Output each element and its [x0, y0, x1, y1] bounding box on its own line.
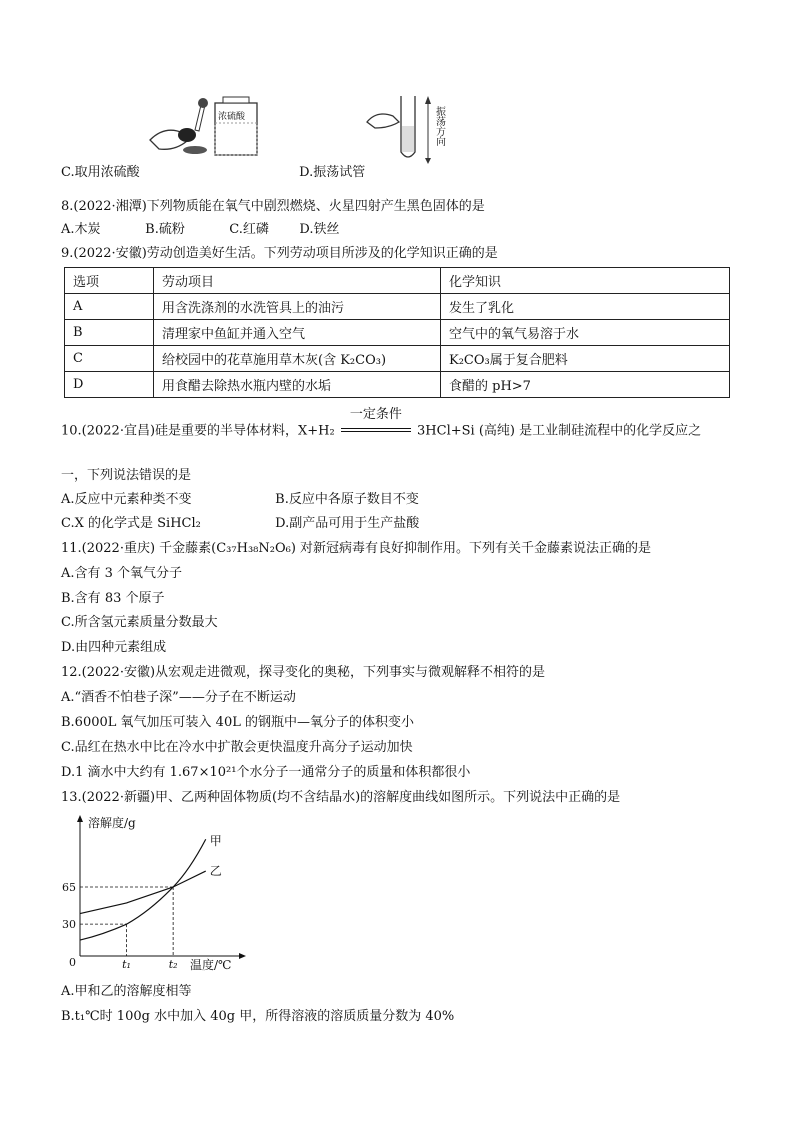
q8-option-b: B.硫粉 — [145, 222, 185, 237]
q9-stem: 9.(2022·安徽)劳动创造美好生活。下列劳动项目所涉及的化学知识正确的是 — [61, 246, 498, 261]
q10-stem-suffix: 3HCl+Si (高纯) 是工业制硅流程中的化学反应之 — [417, 423, 702, 439]
q13-option-b: B.t₁℃时 100g 水中加入 40g 甲，所得溶液的溶质质量分数为 40% — [61, 1009, 455, 1024]
shake-tube-illustration — [365, 92, 455, 166]
q10-stem-cont: 一，下列说法错误的是 — [61, 468, 192, 483]
table-cell: 用含洗涤剂的水洗管具上的油污 — [154, 294, 441, 320]
q7-options-row — [61, 164, 365, 182]
y-axis-label: 溶解度/g — [88, 816, 136, 830]
q10-options-row-2 — [61, 515, 419, 533]
reaction-arrow — [341, 407, 411, 440]
q12-option-b: B.6000L 氧气加压可装入 40L 的钢瓶中—氧分子的体积变小 — [61, 715, 414, 730]
table-cell: B — [65, 320, 154, 346]
table-row — [65, 372, 730, 398]
origin-label: 0 — [69, 956, 76, 969]
series-line-jia — [80, 839, 206, 940]
q8-option-c: C.红磷 — [229, 222, 269, 237]
table-header: 化学知识 — [441, 268, 730, 294]
y-tick-label: 30 — [62, 918, 76, 932]
q13-stem: 13.(2022·新疆)甲、乙两种固体物质(均不含结晶水)的溶解度曲线如图所示。下列说法中正确的是 — [61, 790, 621, 805]
q10-stem-prefix: 10.(2022·宜昌)硅是重要的半导体材料，X+H₂ — [61, 423, 335, 439]
series-label-jia: 甲 — [209, 834, 222, 849]
q12-option-a: A.“酒香不怕巷子深”——分子在不断运动 — [61, 690, 296, 705]
table-row — [65, 346, 730, 372]
q11-option-a: A.含有 3 个氧气分子 — [61, 566, 183, 581]
q10-stem — [61, 407, 702, 441]
table-cell: 用食醋去除热水瓶内壁的水垢 — [154, 372, 441, 398]
shake-direction-label: 振荡方向 — [433, 106, 445, 146]
table-cell: D — [65, 372, 154, 398]
q11-option-b: B.含有 83 个原子 — [61, 591, 165, 606]
q7-option-c: C.取用浓硫酸 — [61, 165, 140, 180]
q10-option-c: C.X 的化学式是 SiHCl₂ — [61, 516, 201, 531]
reaction-condition: 一定条件 — [349, 407, 402, 422]
q11-stem: 11.(2022·重庆) 千金藤素(C₃₇H₃₈N₂O₆) 对新冠病毒有良好抑制作用。下列有关千金藤素说法正确的是 — [61, 541, 652, 556]
solubility-chart — [58, 812, 258, 974]
q12-stem: 12.(2022·安徽)从宏观走进微观，探寻变化的奥秘，下列事实与微观解释不相符的是 — [61, 665, 546, 680]
table-row — [65, 294, 730, 320]
table-cell: A — [65, 294, 154, 320]
q7-option-d: D.振荡试管 — [299, 165, 366, 180]
table-cell: 清理家中鱼缸并通入空气 — [154, 320, 441, 346]
q11-option-c: C.所含氢元素质量分数最大 — [61, 615, 218, 630]
q10-option-d: D.副产品可用于生产盐酸 — [275, 516, 420, 531]
table-header: 劳动项目 — [154, 268, 441, 294]
q10-options-row-1 — [61, 491, 419, 509]
bottle-label: 浓硫酸 — [218, 112, 246, 122]
x-axis-label: 温度/℃ — [190, 958, 232, 972]
y-tick-label: 65 — [62, 881, 76, 894]
q8-options — [61, 221, 340, 239]
table-cell: 食醋的 pH>7 — [441, 372, 730, 398]
q12-option-c: C.品红在热水中比在冷水中扩散会更快温度升高分子运动加快 — [61, 740, 413, 755]
table-cell: C — [65, 346, 154, 372]
q9-table — [64, 267, 730, 398]
q10-option-a: A.反应中元素种类不变 — [61, 492, 192, 507]
table-cell: K₂CO₃属于复合肥料 — [441, 346, 730, 372]
series-line-yi — [80, 871, 206, 913]
q12-option-d: D.1 滴水中大约有 1.67×10²¹个水分子一通常分子的质量和体积都很小 — [61, 765, 471, 780]
table-cell: 给校园中的花草施用草木灰(含 K₂CO₃) — [154, 346, 441, 372]
table-cell: 空气中的氧气易溶于水 — [441, 320, 730, 346]
x-tick-label: t₂ — [168, 958, 178, 971]
q8-stem: 8.(2022·湘潭)下列物质能在氧气中剧烈燃烧、火星四射产生黑色固体的是 — [61, 199, 485, 214]
q8-option-d: D.铁丝 — [299, 222, 340, 237]
table-header: 选项 — [65, 268, 154, 294]
pour-acid-illustration — [145, 95, 275, 163]
q8-option-a: A.木炭 — [61, 222, 101, 237]
table-header-row — [65, 268, 730, 294]
q11-option-d: D.由四种元素组成 — [61, 640, 167, 655]
table-row — [65, 320, 730, 346]
table-cell: 发生了乳化 — [441, 294, 730, 320]
series-label-yi: 乙 — [209, 864, 222, 879]
x-tick-label: t₁ — [122, 958, 131, 971]
q13-option-a: A.甲和乙的溶解度相等 — [61, 984, 192, 999]
q10-option-b: B.反应中各原子数目不变 — [275, 492, 419, 507]
